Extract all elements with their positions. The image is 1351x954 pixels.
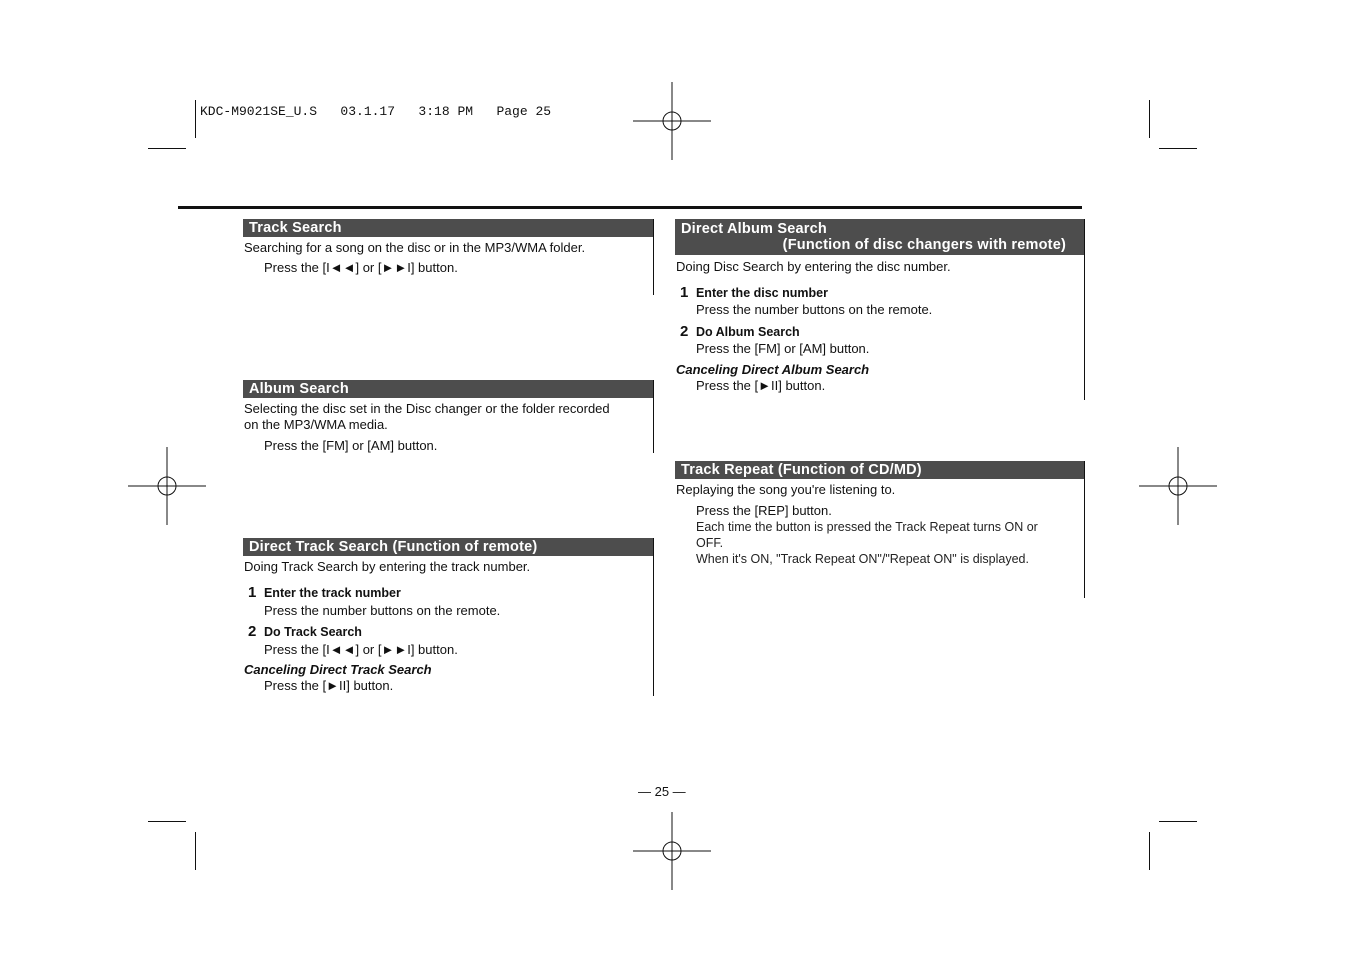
step-title: Enter the disc number: [695, 286, 828, 300]
crop-mark: [1149, 832, 1150, 870]
crop-mark: [1149, 100, 1150, 138]
step-number: 2: [680, 323, 689, 340]
section-description: Doing Track Search by entering the track number.: [244, 559, 531, 574]
step-2: [248, 624, 362, 640]
cancel-title: Canceling Direct Album Search: [676, 362, 870, 377]
instruction: Press the [I◄◄] or [►►I] button.: [264, 260, 458, 275]
step-text: Press the number buttons on the remote.: [264, 603, 501, 618]
step-text: Press the number buttons on the remote.: [696, 302, 933, 317]
crop-mark: [195, 832, 196, 870]
note-text: OFF.: [696, 536, 724, 550]
section-subtitle: (Function of disc changers with remote): [782, 237, 1066, 253]
registration-mark-icon: [633, 82, 711, 160]
section-title: Direct Track Search (Function of remote): [243, 538, 653, 556]
registration-mark-icon: [1139, 447, 1217, 525]
note-text: When it's ON, "Track Repeat ON"/"Repeat ON" is displayed.: [696, 552, 1029, 566]
crop-mark: [195, 100, 196, 138]
section-title: Album Search: [243, 380, 653, 398]
print-header: KDC-M9021SE_U.S 03.1.17 3:18 PM Page 25: [200, 104, 552, 119]
section-track-repeat: [675, 461, 1085, 598]
section-album-search: [243, 380, 654, 453]
step-2: [680, 324, 800, 340]
step-title: Enter the track number: [263, 586, 401, 600]
top-rule: [178, 206, 1082, 209]
section-title: Direct Album Search: [681, 221, 827, 237]
step-number: 2: [248, 623, 257, 640]
step-1: [248, 585, 401, 601]
step-text: Press the [FM] or [AM] button.: [696, 341, 870, 356]
section-description: on the MP3/WMA media.: [244, 417, 388, 432]
page-number: — 25 —: [638, 784, 686, 799]
section-description: Replaying the song you're listening to.: [676, 482, 896, 497]
section-description: Searching for a song on the disc or in the MP3/WMA folder.: [244, 240, 586, 255]
section-direct-track-search: [243, 538, 654, 696]
registration-mark-icon: [128, 447, 206, 525]
crop-mark: [148, 148, 186, 149]
section-description: Selecting the disc set in the Disc changer or the folder recorded: [244, 401, 610, 416]
step-text: Press the [I◄◄] or [►►I] button.: [264, 642, 458, 657]
step-title: Do Track Search: [263, 625, 362, 639]
section-description: Doing Disc Search by entering the disc number.: [676, 259, 951, 274]
crop-mark: [1159, 148, 1197, 149]
instruction: Press the [REP] button.: [696, 503, 832, 518]
section-direct-album-search: [675, 219, 1085, 400]
section-title-block: [675, 219, 1084, 255]
section-track-search: [243, 219, 654, 295]
step-1: [680, 285, 828, 301]
note-text: Each time the button is pressed the Track Repeat turns ON or: [696, 520, 1038, 534]
section-title: Track Search: [243, 219, 653, 237]
cancel-text: Press the [►II] button.: [696, 378, 826, 393]
cancel-title: Canceling Direct Track Search: [244, 662, 432, 677]
step-number: 1: [248, 584, 257, 601]
cancel-text: Press the [►II] button.: [264, 678, 394, 693]
step-number: 1: [680, 284, 689, 301]
crop-mark: [1159, 821, 1197, 822]
step-title: Do Album Search: [695, 325, 800, 339]
instruction: Press the [FM] or [AM] button.: [264, 438, 438, 453]
registration-mark-icon: [633, 812, 711, 890]
crop-mark: [148, 821, 186, 822]
section-title: Track Repeat (Function of CD/MD): [675, 461, 1084, 479]
